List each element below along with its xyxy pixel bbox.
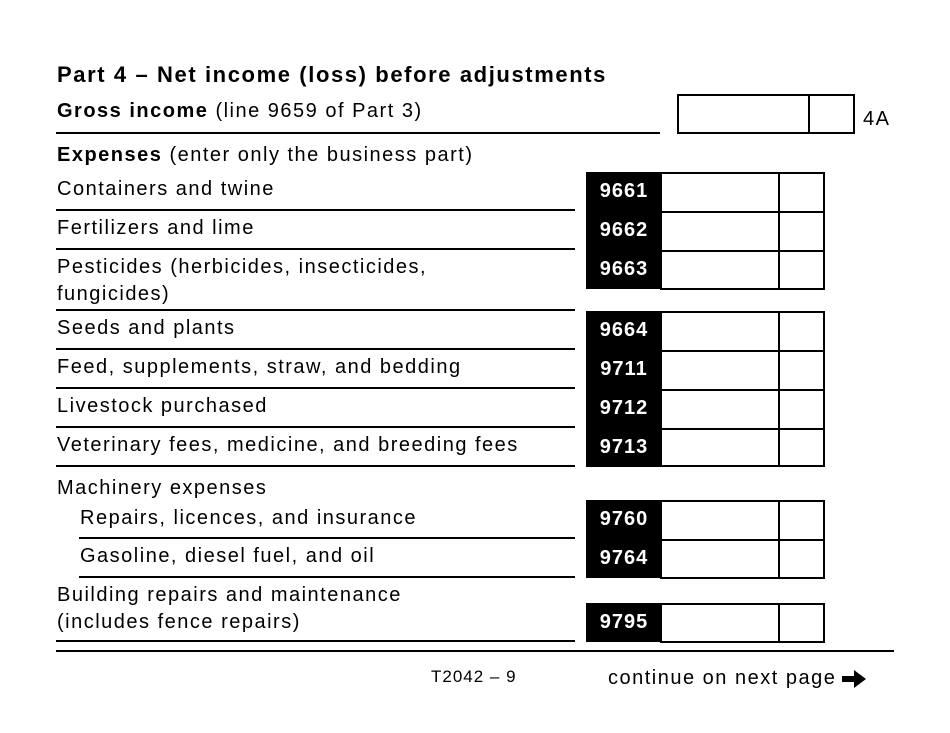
expense-label-livestock: Livestock purchased [57, 395, 268, 417]
expense-label-building-2: (includes fence repairs) [57, 611, 301, 633]
expense-rule [56, 209, 575, 211]
amount-9712-cents[interactable] [780, 391, 823, 428]
code-9712: 9712 [586, 389, 662, 428]
expense-label-building-1: Building repairs and maintenance [57, 584, 402, 606]
amount-group-3 [660, 500, 825, 579]
amount-group-2 [660, 311, 825, 467]
code-9795: 9795 [586, 603, 662, 642]
expense-rule [56, 640, 575, 642]
amount-9795-cents[interactable] [780, 605, 823, 641]
gross-income-dollars-field[interactable] [679, 96, 810, 132]
amount-9764-dollars[interactable] [662, 541, 780, 577]
footer-rule [56, 650, 894, 652]
expense-rule [56, 387, 575, 389]
expense-rule [79, 576, 575, 578]
amount-9661-cents[interactable] [780, 174, 823, 211]
continue-text: continue on next page [608, 667, 837, 689]
amount-9760-dollars[interactable] [662, 502, 780, 539]
expense-label-feed: Feed, supplements, straw, and bedding [57, 356, 462, 378]
gross-income-label-rest: (line 9659 of Part 3) [215, 100, 423, 122]
code-9661: 9661 [586, 172, 662, 211]
gross-income-line-id: 4A [863, 108, 891, 130]
expense-rule [56, 348, 575, 350]
code-9664: 9664 [586, 311, 662, 350]
amount-9764-cents[interactable] [780, 541, 823, 577]
expense-label-containers: Containers and twine [57, 178, 275, 200]
page-label: T2042 – 9 [431, 667, 517, 686]
expenses-heading-bold: Expenses [57, 144, 163, 166]
expense-label-seeds: Seeds and plants [57, 317, 236, 339]
expense-rule [56, 248, 575, 250]
code-9713: 9713 [586, 428, 662, 467]
amount-9664-cents[interactable] [780, 313, 823, 350]
amount-9713-dollars[interactable] [662, 430, 780, 465]
code-9760: 9760 [586, 500, 662, 539]
machinery-heading: Machinery expenses [57, 477, 268, 499]
expense-rule [56, 426, 575, 428]
expense-label-repairs: Repairs, licences, and insurance [80, 507, 418, 529]
amount-9664-dollars[interactable] [662, 313, 780, 350]
amount-9662-dollars[interactable] [662, 213, 780, 250]
part-title: Part 4 – Net income (loss) before adjustments [57, 62, 608, 87]
gross-income-label [57, 100, 423, 123]
code-9764: 9764 [586, 539, 662, 578]
continue-next-page [608, 667, 868, 690]
expense-rule [79, 537, 575, 539]
amount-group-1 [660, 172, 825, 290]
gross-income-cents-field[interactable] [810, 96, 853, 132]
expenses-heading-rest: (enter only the business part) [169, 144, 474, 166]
amount-9713-cents[interactable] [780, 430, 823, 465]
expense-rule [56, 309, 575, 311]
gross-income-amount-box[interactable] [677, 94, 855, 134]
amount-9795-dollars[interactable] [662, 605, 780, 641]
code-9711: 9711 [586, 350, 662, 389]
code-9663: 9663 [586, 250, 662, 289]
right-arrow-icon [840, 668, 868, 690]
amount-9662-cents[interactable] [780, 213, 823, 250]
amount-9712-dollars[interactable] [662, 391, 780, 428]
amount-9711-dollars[interactable] [662, 352, 780, 389]
expense-label-fertilizers: Fertilizers and lime [57, 217, 255, 239]
amount-9663-cents[interactable] [780, 252, 823, 288]
amount-9711-cents[interactable] [780, 352, 823, 389]
expense-label-pesticides-1: Pesticides (herbicides, insecticides, [57, 256, 428, 278]
amount-9661-dollars[interactable] [662, 174, 780, 211]
expense-rule [56, 465, 575, 467]
expense-label-pesticides-2: fungicides) [57, 283, 171, 305]
expense-label-gasoline: Gasoline, diesel fuel, and oil [80, 545, 376, 567]
code-9662: 9662 [586, 211, 662, 250]
amount-9760-cents[interactable] [780, 502, 823, 539]
amount-group-4 [660, 603, 825, 643]
expenses-heading [57, 144, 473, 167]
gross-income-label-bold: Gross income [57, 100, 209, 122]
amount-9663-dollars[interactable] [662, 252, 780, 288]
expense-label-veterinary: Veterinary fees, medicine, and breeding fees [57, 434, 519, 456]
gross-income-rule [56, 132, 660, 134]
